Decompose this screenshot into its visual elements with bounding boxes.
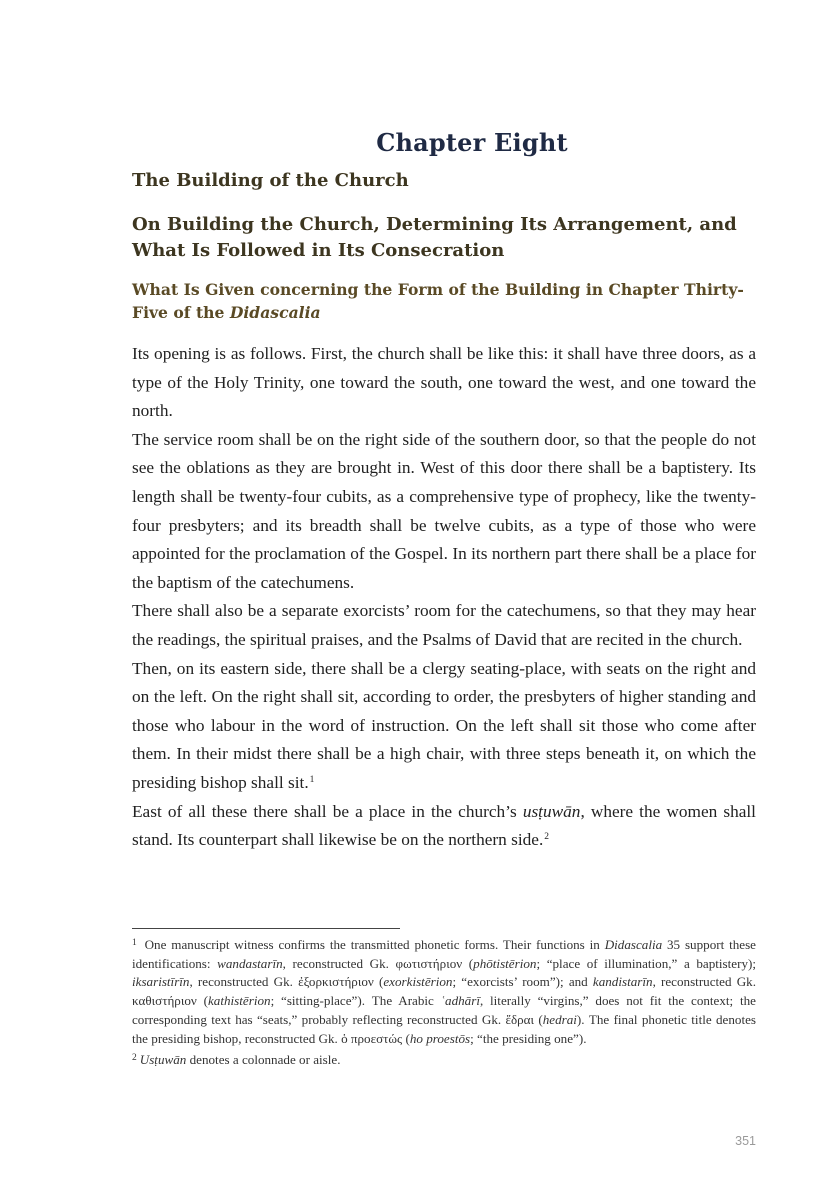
footnote-1-italic: exorkistērion (383, 974, 453, 990)
paragraph-2: The service room shall be on the right side of the southern door, so that the people do not see the oblations as they are brought in. West of this door there shall be a baptistery. Its length shall be twenty-four cubits, as a comprehensive type of prophecy, like the twenty-four presbyters; and its breadth shall be twelve cubits, as a type of those who were appointed for the proclamation of the Gospel. In its northern part there shall be a place for the baptism of the catechumens. (132, 429, 756, 592)
subsubsection-heading-italic: Didascalia (229, 303, 321, 322)
page-number: 351 (735, 1134, 756, 1148)
paragraph-4 (132, 655, 756, 798)
footnote-1-mark: 1 (132, 938, 137, 948)
footnote-1-text: , literally “virgins,” does not fit the context; the corresponding text has “seats,” probably reflecting reconstructed Gk. ἕδραι ( (132, 993, 756, 1027)
paragraph-5-text-b: , where the women shall stand. Its counterpart shall likewise be on the northern side. (132, 801, 756, 850)
footnote-1-italic: Didascalia (604, 937, 663, 952)
footnote-divider (132, 928, 400, 929)
footnote-1-text: , reconstructed Gk. φωτιστήριον ( (282, 955, 474, 971)
paragraph-1: Its opening is as follows. First, the church shall be like this: it shall have three doors, as a type of the Holy Trinity, one toward the south, one toward the west, and one toward the north. (132, 344, 756, 421)
paragraph-4-text: Then, on its eastern side, there shall be a clergy seating-place, with seats on the right and on the left. On the right shall sit, according to order, the presbyters of higher standing and those who labour in the word of instruction. On the left shall sit those who come after them. In their midst there shall be a high chair, with three steps beneath it, on which the presiding bishop shall sit. (132, 658, 756, 792)
subsubsection-heading-text: What Is Given concerning the Form of the Building in Chapter Thirty-Five of the (132, 280, 744, 322)
footnote-1-text: ; “place of illumination,” a baptistery); (536, 955, 756, 971)
footnote-1-text: ; “sitting-place”). The Arabic (270, 993, 441, 1009)
footnote-1-text: ). The final phonetic title denotes the presiding bishop, reconstructed Gk. ὁ προεστώς ( (132, 1011, 756, 1046)
footnote-1-italic: kathistērion (208, 993, 271, 1009)
footnote-2 (132, 1051, 756, 1070)
footnote-2-italic: Usṭuwān (139, 1052, 187, 1068)
footnote-1-italic: ʿadhārī (440, 993, 480, 1009)
footnote-1-italic: phōtistērion (473, 955, 537, 971)
footnote-1-italic: ho proestōs (409, 1030, 471, 1046)
footnote-1-italic: kandistarīn (592, 974, 653, 990)
subsection-heading: On Building the Church, Determining Its Arrangement, and What Is Followed in Its Consecration (132, 214, 737, 261)
footnote-1-text: ; “exorcists’ room”); and (452, 974, 593, 990)
paragraph-5 (132, 798, 756, 855)
footnote-1-text: ; “the presiding one”). (470, 1030, 587, 1046)
paragraph-5-text-a: East of all these there shall be a place in the church’s (132, 801, 523, 821)
footnote-1-text: One manuscript witness confirms the transmitted phonetic forms. Their functions in (139, 937, 605, 952)
footnotes (132, 936, 756, 1073)
footnote-1-text: , reconstructed Gk. καθιστήριον ( (132, 974, 756, 1009)
footnote-1-text: 35 support these identifications: (132, 937, 756, 971)
footnote-2-mark: 2 (132, 1053, 137, 1064)
footnote-1 (132, 936, 756, 1048)
footnote-1-text: , reconstructed Gk. ἐξορκιστήριον ( (189, 974, 384, 990)
footnote-ref-1[interactable]: 1 (309, 774, 315, 785)
section-heading: The Building of the Church (132, 170, 409, 191)
paragraph-5-italic: usṭuwān (522, 801, 581, 821)
main-text (132, 340, 756, 855)
paragraph-3: There shall also be a separate exorcists’ room for the catechumens, so that they may hear the readings, the spiritual praises, and the Psalms of David that are recited in the church. (132, 601, 756, 649)
chapter-title: Chapter Eight (376, 128, 568, 157)
subsubsection-heading (132, 278, 772, 324)
footnote-2-text: denotes a colonnade or aisle. (186, 1052, 341, 1068)
footnote-1-italic: hedrai (542, 1011, 577, 1027)
footnote-ref-2[interactable]: 2 (544, 832, 550, 843)
footnote-1-italic: wandastarīn (217, 955, 283, 971)
footnote-1-italic: iksaristīrīn (132, 974, 190, 990)
